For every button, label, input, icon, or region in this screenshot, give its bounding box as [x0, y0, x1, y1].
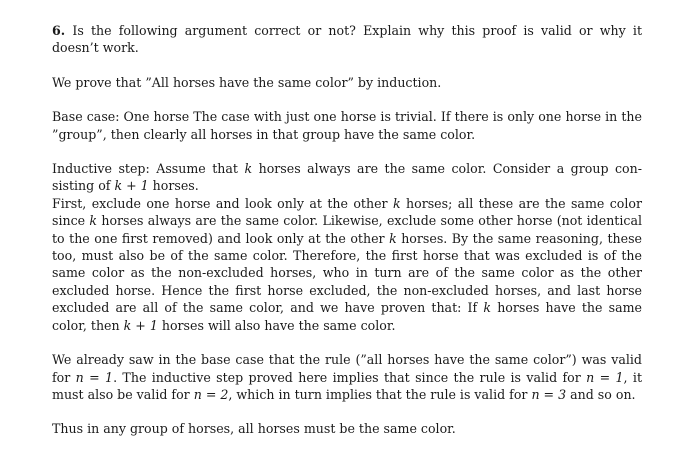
math-n-equals-2: n = 2: [193, 386, 229, 402]
math-k-plus-1: k + 1: [123, 317, 158, 333]
final-text: Thus in any group of horses, all horses must be the same color.: [52, 421, 456, 437]
base-case-text: Base case: One horse The case with just one horse is trivial. If there is only one horse in the ”group”, then clearly all horses in that group have the same color.: [52, 109, 642, 142]
question-text: Is the following argument correct or not? Explain why this proof is valid or why it doesn’t work.: [52, 23, 643, 56]
inductive-text-2a: First, exclude one horse and look only at the other: [52, 195, 393, 211]
conclusion-text-e: and so on.: [566, 386, 636, 402]
inductive-argument-paragraph: [52, 195, 642, 334]
inductive-text-1a: Inductive step: Assume that: [52, 161, 245, 177]
question-number: 6.: [52, 23, 66, 38]
math-n-equals-3: n = 3: [531, 386, 567, 402]
inductive-text-1c: horses.: [148, 178, 199, 194]
inductive-text-2b: horses; all these are the same color since: [52, 195, 642, 229]
inductive-text-1b: horses always are the same color. Consider a group con-sisting of: [52, 161, 643, 194]
intro-paragraph: [52, 74, 642, 91]
conclusion-text-b: . The inductive step proved here implies that since the rule is valid for: [113, 369, 587, 385]
conclusion-text-a: We already saw in the base case that the rule (”all horses have the same color”) was valid for: [52, 352, 642, 385]
conclusion-text-d: , which in turn implies that the rule is valid for: [228, 386, 532, 402]
problem-document: [52, 22, 642, 438]
math-k: k: [483, 300, 492, 316]
inductive-step-paragraph: [52, 160, 642, 195]
question-paragraph: [52, 22, 642, 57]
base-case-paragraph: [52, 108, 642, 143]
inductive-text-2f: horses will also have the same color.: [157, 317, 396, 333]
math-k: k: [244, 161, 253, 177]
conclusion-paragraph: [52, 351, 642, 403]
math-n-equals-1: n = 1: [75, 369, 114, 385]
math-n-equals-1: n = 1: [586, 369, 624, 385]
inductive-text-2d: horses. By the same reasoning, these too, must also be of the same color. Therefore, the first horse that was excluded is of the same color as the non-excluded horses, who in turn are of the same color as the other excluded horse. Hence the first horse excluded, the non-excluded horses, and last horse excluded are all of the same color, and we have proven that: If: [52, 230, 642, 316]
math-k: k: [89, 213, 98, 229]
math-k-plus-1: k + 1: [114, 178, 149, 194]
intro-text: We prove that ”All horses have the same color” by induction.: [52, 74, 442, 90]
inductive-text-2c: horses always are the same color. Likewise, exclude some other horse (not identical to the one first removed) and look only at the other: [52, 213, 642, 246]
final-paragraph: [52, 420, 642, 437]
math-k: k: [392, 195, 401, 211]
math-k: k: [389, 230, 397, 246]
inductive-text-2e: horses have the same color, then: [52, 300, 642, 333]
conclusion-text-c: , it must also be valid for: [52, 369, 643, 402]
